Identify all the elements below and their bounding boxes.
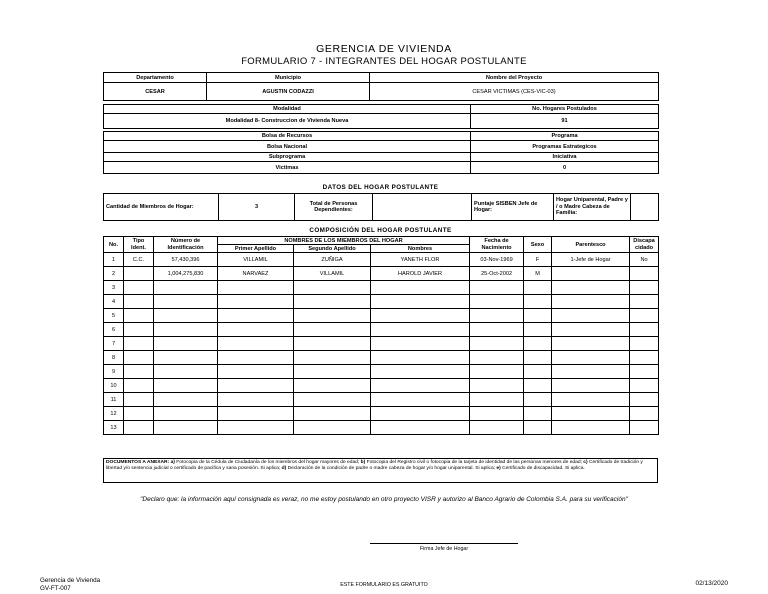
cell-nombres: HAROLD JAVIER	[371, 267, 470, 281]
cell-primer	[218, 281, 294, 295]
cell-discapacidad	[630, 379, 659, 393]
puntaje-sisben-label: Puntaje SISBEN Jefe de Hogar:	[472, 194, 554, 221]
doc-a-key: a)	[170, 460, 175, 465]
cell-tipo	[124, 351, 154, 365]
cell-sexo: F	[524, 253, 552, 267]
cell-primer	[218, 407, 294, 421]
cell-nombres: YANETH FLOR	[371, 253, 470, 267]
cell-fecha	[470, 295, 524, 309]
cell-segundo	[294, 421, 371, 435]
cell-segundo: ZUÑIGA	[294, 253, 371, 267]
nombre-proyecto-label: Nombre del Proyecto	[370, 73, 659, 83]
cell-parentesco	[552, 393, 630, 407]
cell-discapacidad	[630, 421, 659, 435]
cell-fecha	[470, 365, 524, 379]
cell-primer: NARVAEZ	[218, 267, 294, 281]
cell-tipo	[124, 407, 154, 421]
cell-nombres	[371, 407, 470, 421]
col-segundo-apellido: Segundo Apellido	[294, 245, 371, 253]
table-row	[104, 323, 659, 337]
cell-no: 13	[104, 421, 124, 435]
municipio-label: Municipio	[207, 73, 370, 83]
signature-line	[370, 543, 518, 544]
table-row	[104, 267, 659, 281]
cell-no: 3	[104, 281, 124, 295]
cell-primer	[218, 309, 294, 323]
cell-no: 11	[104, 393, 124, 407]
cell-sexo	[524, 393, 552, 407]
total-dependientes-label: Total de Personas Dependientes:	[295, 194, 373, 221]
cell-parentesco	[552, 323, 630, 337]
cell-numero	[154, 281, 218, 295]
cell-parentesco: 1-Jefe de Hogar	[552, 253, 630, 267]
cell-parentesco	[552, 281, 630, 295]
cell-tipo	[124, 267, 154, 281]
footer-code: GV-FT-007	[40, 584, 71, 592]
doc-b-key: b)	[360, 460, 366, 465]
cell-fecha	[470, 407, 524, 421]
nombre-proyecto-value: CESAR VICTIMAS (CES-VIC-03)	[370, 83, 659, 101]
cell-nombres	[371, 281, 470, 295]
documentos-label: DOCUMENTOS A ANEXAR:	[106, 460, 170, 465]
cell-fecha	[470, 337, 524, 351]
doc-c-key: c)	[583, 460, 588, 465]
cell-numero	[154, 337, 218, 351]
cell-fecha: 03-Nov-1969	[470, 253, 524, 267]
bolsa-value: Bolsa Nacional	[104, 141, 471, 153]
cell-no: 6	[104, 323, 124, 337]
doc-b-text: Fotocopia del Registro civil o fotocopia de la tarjeta de identidad de las personas menores de edad;	[365, 460, 584, 465]
firma-label: Firma Jefe de Hogar	[419, 546, 469, 552]
bolsa-label: Bolsa de Recursos	[104, 132, 471, 141]
cell-tipo	[124, 323, 154, 337]
col-nombres-group: NOMBRES DE LOS MIEMBROS DEL HOGAR	[218, 237, 470, 245]
cell-numero	[154, 379, 218, 393]
cell-nombres	[371, 421, 470, 435]
modalidad-label: Modalidad	[104, 105, 471, 114]
cell-tipo: C.C.	[124, 253, 154, 267]
cell-no: 2	[104, 267, 124, 281]
cell-numero	[154, 393, 218, 407]
programa-label: Programa	[471, 132, 659, 141]
cell-discapacidad	[630, 407, 659, 421]
cell-fecha: 25-Oct-2002	[470, 267, 524, 281]
programa-table	[103, 131, 659, 174]
cell-sexo	[524, 323, 552, 337]
departamento-label: Departamento	[104, 73, 207, 83]
form-title: GERENCIA DE VIVIENDA	[316, 43, 452, 55]
col-discapacidad: Discapacidado	[630, 237, 659, 253]
cell-fecha	[470, 351, 524, 365]
cell-no: 8	[104, 351, 124, 365]
cell-parentesco	[552, 351, 630, 365]
cell-discapacidad	[630, 351, 659, 365]
cell-sexo: M	[524, 267, 552, 281]
cell-segundo	[294, 407, 371, 421]
hogares-value: 91	[471, 114, 659, 129]
table-row	[104, 379, 659, 393]
cell-numero	[154, 309, 218, 323]
cell-parentesco	[552, 421, 630, 435]
col-tipo-ident: Tipo Ident.	[124, 237, 154, 253]
cell-tipo	[124, 379, 154, 393]
cell-sexo	[524, 281, 552, 295]
cell-sexo	[524, 351, 552, 365]
col-fecha-nacimiento: Fecha de Nacimiento	[470, 237, 524, 253]
cell-fecha	[470, 379, 524, 393]
table-row	[104, 421, 659, 435]
cell-nombres	[371, 351, 470, 365]
modalidad-table	[103, 104, 659, 129]
cell-sexo	[524, 379, 552, 393]
cell-primer	[218, 295, 294, 309]
cell-parentesco	[552, 365, 630, 379]
cell-no: 5	[104, 309, 124, 323]
cell-discapacidad	[630, 267, 659, 281]
cell-numero	[154, 407, 218, 421]
cell-no: 10	[104, 379, 124, 393]
table-row	[104, 281, 659, 295]
modalidad-value: Modalidad 8- Construccion de Vivienda Nueva	[104, 114, 471, 129]
programa-value: Programas Estrategicos	[471, 141, 659, 153]
cell-segundo	[294, 351, 371, 365]
cell-numero: 57,430,396	[154, 253, 218, 267]
cell-no: 9	[104, 365, 124, 379]
cell-fecha	[470, 393, 524, 407]
table-row	[104, 337, 659, 351]
cell-segundo	[294, 323, 371, 337]
total-dependientes-value	[373, 194, 472, 221]
table-row	[104, 253, 659, 267]
cell-discapacidad	[630, 393, 659, 407]
cell-sexo	[524, 365, 552, 379]
cell-primer	[218, 379, 294, 393]
cell-discapacidad	[630, 365, 659, 379]
cell-no: 4	[104, 295, 124, 309]
cell-sexo	[524, 407, 552, 421]
cell-numero	[154, 351, 218, 365]
form-subtitle: FORMULARIO 7 - INTEGRANTES DEL HOGAR POSTULANTE	[241, 56, 527, 67]
iniciativa-value: 0	[471, 162, 659, 174]
table-row	[104, 295, 659, 309]
documentos-anexar	[103, 458, 658, 483]
cell-segundo	[294, 281, 371, 295]
col-numero-ident: Número de Identificación	[154, 237, 218, 253]
footer-org: Gerencia de Vivienda	[40, 577, 101, 584]
cell-numero	[154, 295, 218, 309]
cell-parentesco	[552, 337, 630, 351]
doc-a-text: Fotocopia de la Cédula de Ciudadanía de los miembros del hogar mayores de edad;	[174, 460, 361, 465]
cell-parentesco	[552, 379, 630, 393]
cell-segundo: VILLAMIL	[294, 267, 371, 281]
composicion-table	[103, 236, 659, 435]
cell-numero	[154, 421, 218, 435]
datos-hogar-title: DATOS DEL HOGAR POSTULANTE	[322, 184, 439, 191]
project-location-table	[103, 72, 659, 101]
doc-d-text: Declaración de la condición de padre o madre cabeza de hogar y/o hogar uniparental. Si aplica;	[286, 466, 497, 472]
cell-discapacidad	[630, 323, 659, 337]
cell-sexo	[524, 421, 552, 435]
table-row	[104, 393, 659, 407]
cell-primer: VILLAMIL	[218, 253, 294, 267]
footer-gratuito: ESTE FORMULARIO ES GRATUITO	[340, 582, 428, 588]
table-row	[104, 309, 659, 323]
col-nombres: Nombres	[371, 245, 470, 253]
cell-segundo	[294, 295, 371, 309]
cell-primer	[218, 323, 294, 337]
iniciativa-label: Iniciativa	[471, 153, 659, 162]
cell-sexo	[524, 309, 552, 323]
cell-numero	[154, 365, 218, 379]
cell-primer	[218, 337, 294, 351]
datos-hogar-table	[103, 193, 659, 221]
cell-segundo	[294, 393, 371, 407]
cell-nombres	[371, 337, 470, 351]
cell-parentesco	[552, 267, 630, 281]
cell-segundo	[294, 337, 371, 351]
cell-no: 1	[104, 253, 124, 267]
municipio-value: AGUSTIN CODAZZI	[207, 83, 370, 101]
cantidad-label: Cantidad de Miembros de Hogar:	[104, 194, 219, 221]
cell-nombres	[371, 295, 470, 309]
cell-parentesco	[552, 295, 630, 309]
doc-c-text: Certificado de tradición y libertad y/o sentencia judicial o certificado de pacifica y sana posesión. Si aplica;	[106, 460, 643, 472]
cell-tipo	[124, 337, 154, 351]
subprograma-value: Victimas	[104, 162, 471, 174]
hogares-label: No. Hogares Postulados	[471, 105, 659, 114]
table-row	[104, 365, 659, 379]
cell-tipo	[124, 295, 154, 309]
cell-no: 12	[104, 407, 124, 421]
cell-nombres	[371, 379, 470, 393]
cell-primer	[218, 351, 294, 365]
cell-tipo	[124, 421, 154, 435]
uniparental-value	[631, 194, 659, 221]
declaracion: "Declaro que: la información aquí consignada es veraz, no me estoy postulando en otro proyecto VISR y autorizo al Banco Agrario de Colombia S.A. para su verificación"	[140, 496, 628, 503]
cell-fecha	[470, 323, 524, 337]
doc-e-text: Certificado de discapacidad. Si aplica.	[500, 466, 585, 472]
cell-parentesco	[552, 309, 630, 323]
composicion-title: COMPOSICIÓN DEL HOGAR POSTULANTE	[309, 227, 452, 234]
cell-segundo	[294, 309, 371, 323]
cell-fecha	[470, 421, 524, 435]
doc-d-key: d)	[281, 466, 287, 472]
cell-sexo	[524, 295, 552, 309]
col-parentesco: Parentesco	[552, 237, 630, 253]
table-row	[104, 351, 659, 365]
cell-tipo	[124, 365, 154, 379]
cell-fecha	[470, 281, 524, 295]
departamento-value: CESAR	[104, 83, 207, 101]
cell-no: 7	[104, 337, 124, 351]
col-sexo: Sexo	[524, 237, 552, 253]
cantidad-value: 3	[219, 194, 295, 221]
cell-segundo	[294, 379, 371, 393]
cell-parentesco	[552, 407, 630, 421]
cell-sexo	[524, 337, 552, 351]
cell-primer	[218, 421, 294, 435]
cell-tipo	[124, 393, 154, 407]
cell-discapacidad	[630, 309, 659, 323]
cell-discapacidad: No	[630, 253, 659, 267]
cell-primer	[218, 365, 294, 379]
cell-nombres	[371, 309, 470, 323]
footer-date: 02/13/2020	[695, 580, 728, 587]
uniparental-label: Hogar Uniparental, Padre y / o Madre Cabeza de Familia:	[554, 194, 631, 221]
subprograma-label: Subprograma	[104, 153, 471, 162]
cell-numero: 1,004,275,830	[154, 267, 218, 281]
doc-e-key: e)	[496, 466, 501, 472]
col-no: No.	[104, 237, 124, 253]
table-row	[104, 407, 659, 421]
cell-numero	[154, 323, 218, 337]
cell-segundo	[294, 365, 371, 379]
cell-tipo	[124, 309, 154, 323]
cell-discapacidad	[630, 337, 659, 351]
cell-discapacidad	[630, 295, 659, 309]
cell-nombres	[371, 365, 470, 379]
cell-tipo	[124, 281, 154, 295]
cell-nombres	[371, 393, 470, 407]
cell-fecha	[470, 309, 524, 323]
cell-discapacidad	[630, 281, 659, 295]
col-primer-apellido: Primer Apellido	[218, 245, 294, 253]
cell-primer	[218, 393, 294, 407]
cell-nombres	[371, 323, 470, 337]
